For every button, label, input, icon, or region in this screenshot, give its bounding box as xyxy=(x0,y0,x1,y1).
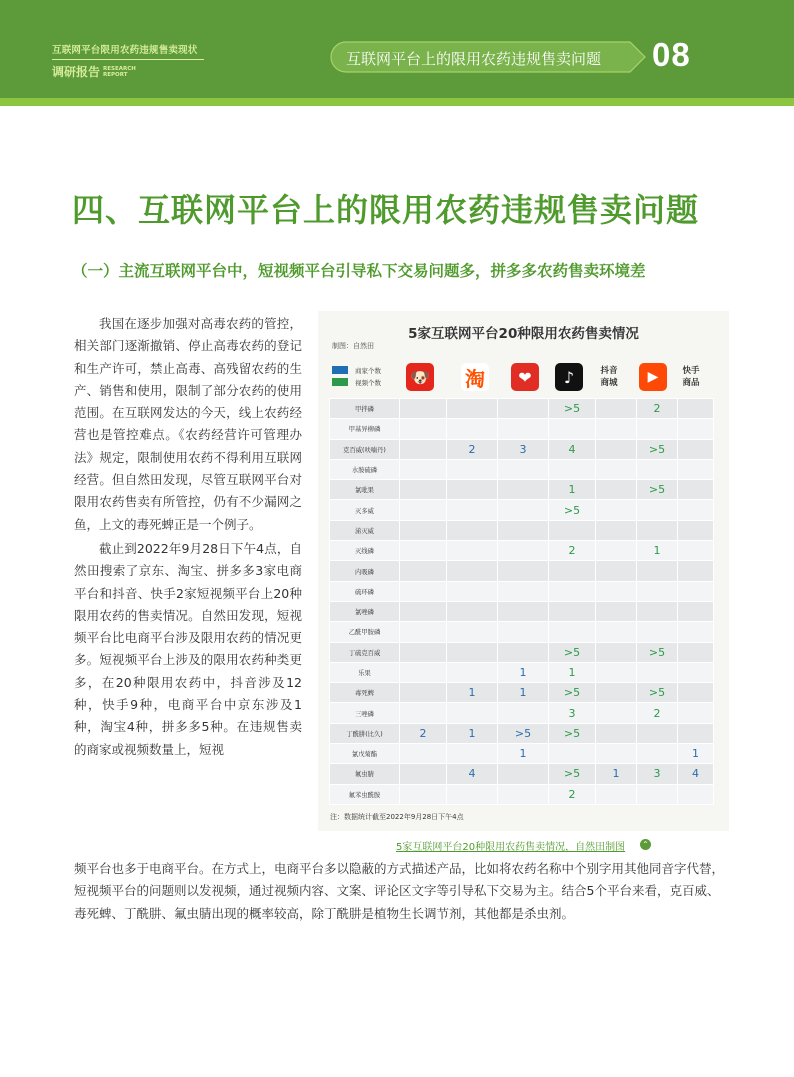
table-cell xyxy=(637,419,678,439)
table-cell xyxy=(678,642,714,662)
table-cell: 1 xyxy=(498,744,549,764)
table-cell xyxy=(637,459,678,479)
table-cell xyxy=(678,520,714,540)
table-cell xyxy=(400,399,447,419)
table-cell xyxy=(596,642,637,662)
table-cell xyxy=(678,541,714,561)
table-row xyxy=(330,419,714,439)
table-cell xyxy=(447,500,498,520)
table-cell xyxy=(400,581,447,601)
table-cell xyxy=(637,723,678,743)
platform-jd xyxy=(395,361,445,393)
table-cell xyxy=(400,764,447,784)
kuaishou-icon: ▶ xyxy=(639,363,667,391)
table-cell xyxy=(596,399,637,419)
table-cell xyxy=(678,784,714,804)
table-cell: 1 xyxy=(549,480,596,500)
merchant-swatch xyxy=(332,366,348,374)
table-cell xyxy=(637,662,678,682)
pinduoduo-icon: ❤ xyxy=(511,363,539,391)
figure-legend xyxy=(332,364,381,388)
table-row xyxy=(330,601,714,621)
table-cell xyxy=(637,520,678,540)
table-row xyxy=(330,480,714,500)
table-cell: >5 xyxy=(549,764,596,784)
table-cell xyxy=(637,561,678,581)
table-cell xyxy=(549,744,596,764)
table-cell xyxy=(498,480,549,500)
section-subtitle: （一）主流互联网平台中，短视频平台引导私下交易问题多，拼多多农药售卖环境差 xyxy=(72,262,646,280)
figure-note: 注：数据统计截至2022年9月28日下午4点 xyxy=(330,813,464,821)
table-cell xyxy=(678,601,714,621)
pesticide-name: 甲拌磷 xyxy=(330,399,400,419)
table-cell xyxy=(447,541,498,561)
table-cell xyxy=(498,419,549,439)
table-cell xyxy=(678,480,714,500)
table-cell xyxy=(447,561,498,581)
table-cell xyxy=(400,683,447,703)
table-cell xyxy=(596,601,637,621)
pesticide-name: 克百威(呋喃丹) xyxy=(330,439,400,459)
table-cell xyxy=(498,520,549,540)
table-cell: >5 xyxy=(549,642,596,662)
table-row xyxy=(330,500,714,520)
brand-divider xyxy=(52,59,204,60)
table-cell xyxy=(400,500,447,520)
table-cell xyxy=(447,642,498,662)
pesticide-name: 氯戊菊酯 xyxy=(330,744,400,764)
pesticide-name: 内吸磷 xyxy=(330,561,400,581)
table-cell xyxy=(498,642,549,662)
table-cell: 1 xyxy=(596,764,637,784)
douyin-icon: ♪ xyxy=(555,363,583,391)
table-cell xyxy=(596,480,637,500)
table-cell xyxy=(400,561,447,581)
table-cell xyxy=(596,439,637,459)
table-cell xyxy=(549,419,596,439)
table-row xyxy=(330,520,714,540)
table-cell xyxy=(498,500,549,520)
table-cell: 2 xyxy=(637,399,678,419)
video-swatch xyxy=(332,378,348,386)
table-cell xyxy=(447,399,498,419)
table-row xyxy=(330,459,714,479)
table-row xyxy=(330,561,714,581)
table-cell xyxy=(637,500,678,520)
platform-kuaishou-goods xyxy=(666,361,716,393)
table-cell xyxy=(447,622,498,642)
table-cell: 1 xyxy=(678,744,714,764)
section-title-pill xyxy=(330,41,646,73)
table-cell: 1 xyxy=(498,683,549,703)
table-cell xyxy=(447,520,498,540)
pesticide-name: 氯吡果 xyxy=(330,480,400,500)
table-cell xyxy=(596,541,637,561)
table-cell: 2 xyxy=(549,541,596,561)
body-left-column xyxy=(74,313,302,761)
table-cell xyxy=(400,703,447,723)
table-cell: >5 xyxy=(637,439,678,459)
table-cell xyxy=(549,561,596,581)
table-cell xyxy=(678,561,714,581)
table-cell: >5 xyxy=(549,500,596,520)
pesticide-name: 毒死蜱 xyxy=(330,683,400,703)
table-cell xyxy=(498,399,549,419)
table-cell: 2 xyxy=(549,784,596,804)
pesticide-name: 甲基异柳磷 xyxy=(330,419,400,439)
table-cell xyxy=(596,419,637,439)
table-cell: >5 xyxy=(637,642,678,662)
pesticide-name: 丁酰肼(比久) xyxy=(330,723,400,743)
table-cell xyxy=(678,622,714,642)
pesticide-name: 三唑磷 xyxy=(330,703,400,723)
table-row xyxy=(330,744,714,764)
table-cell: >5 xyxy=(549,723,596,743)
table-cell xyxy=(400,642,447,662)
table-cell xyxy=(400,601,447,621)
platform-pinduoduo xyxy=(500,361,550,393)
table-row xyxy=(330,723,714,743)
table-row xyxy=(330,703,714,723)
section-title: 互联网平台上的限用农药违规售卖问题 xyxy=(346,50,602,68)
table-cell: >5 xyxy=(637,683,678,703)
report-brand xyxy=(52,42,212,80)
table-cell: 2 xyxy=(400,723,447,743)
pesticide-name: 丁硫克百威 xyxy=(330,642,400,662)
douyin-mall-label: 抖音 商城 xyxy=(600,366,618,388)
paragraph-3: 频平台也多于电商平台。在方式上，电商平台多以隐蔽的方式描述产品，比如将农药名称中个别字用其他同音字代替，短视频平台的问题则以发视频，通过视频内容、文案、评论区文字等引导私下交易为主。结合5个平台来看，克百威、毒死蜱、丁酰肼、氟虫腈出现的概率较高，除丁酰肼是植物生长调节剂，其他都是杀虫剂。 xyxy=(74,861,725,921)
page-title: 四、互联网平台上的限用农药违规售卖问题 xyxy=(72,191,700,229)
table-cell xyxy=(447,419,498,439)
table-cell xyxy=(596,703,637,723)
table-cell xyxy=(447,784,498,804)
table-cell xyxy=(400,622,447,642)
legend-video: 视频个数 xyxy=(355,378,381,387)
paragraph-2: 截止到2022年9月28日下午4点，自然田搜索了京东、淘宝、拼多多3家电商平台和抖音、快手2家短视频平台上20种限用农药的售卖情况。自然田发现，短视频平台比电商平台涉及限用农药的情况更多。短视频平台上涉及的限用农药种类更多，在20种限用农药中，抖音涉及12种，快手9种，电商平台中京东涉及1种，淘宝4种，拼多多5种。在违规售卖的商家或视频数量上，短视 xyxy=(74,540,302,757)
paragraph-1: 我国在逐步加强对高毒农药的管控，相关部门逐渐撤销、停止高毒农药的登记和生产许可，禁止高毒、高残留农药的生产、销售和使用，限制了部分农药的使用范围。在互联网发达的今天，线上农药经营也是管控难点。《农药经营许可管理办法》规定，限制使用农药不得利用互联网经营。但自然田发现，尽管互联网平台对限用农药售卖有所管控，仍有不少漏网之鱼，上文的毒死蜱正是一个例子。 xyxy=(74,316,302,532)
table-row xyxy=(330,399,714,419)
pesticide-name: 乐果 xyxy=(330,662,400,682)
table-row xyxy=(330,662,714,682)
table-cell xyxy=(498,622,549,642)
table-cell xyxy=(400,784,447,804)
table-cell xyxy=(400,541,447,561)
table-cell xyxy=(447,459,498,479)
table-cell xyxy=(400,662,447,682)
table-cell xyxy=(596,459,637,479)
legend-merchant: 商家个数 xyxy=(355,366,381,375)
table-cell xyxy=(447,480,498,500)
table-cell xyxy=(637,581,678,601)
table-cell xyxy=(498,581,549,601)
table-cell xyxy=(678,419,714,439)
table-cell xyxy=(596,723,637,743)
platform-taobao xyxy=(450,361,500,393)
pesticide-figure xyxy=(318,311,729,831)
table-cell xyxy=(678,581,714,601)
table-cell: 4 xyxy=(447,764,498,784)
table-cell: 2 xyxy=(637,703,678,723)
figure-caption: 5家互联网平台20种限用农药售卖情况，自然田制图 xyxy=(396,842,626,853)
table-cell: 3 xyxy=(498,439,549,459)
table-cell xyxy=(596,784,637,804)
table-cell xyxy=(498,703,549,723)
table-row xyxy=(330,541,714,561)
table-cell: >5 xyxy=(549,399,596,419)
table-cell xyxy=(678,459,714,479)
table-cell xyxy=(400,744,447,764)
table-cell xyxy=(596,520,637,540)
platform-douyin-mall xyxy=(584,361,634,393)
table-cell xyxy=(498,601,549,621)
table-cell xyxy=(498,561,549,581)
pesticide-name: 氯唑磷 xyxy=(330,601,400,621)
table-cell xyxy=(549,622,596,642)
table-cell xyxy=(596,500,637,520)
table-cell xyxy=(637,744,678,764)
table-row xyxy=(330,683,714,703)
table-cell: 1 xyxy=(498,662,549,682)
header-stripe xyxy=(0,98,794,106)
table-cell xyxy=(447,703,498,723)
table-cell xyxy=(400,480,447,500)
table-cell: 1 xyxy=(549,662,596,682)
table-cell xyxy=(596,622,637,642)
table-cell xyxy=(447,744,498,764)
table-cell xyxy=(498,784,549,804)
table-row xyxy=(330,642,714,662)
table-cell: 3 xyxy=(637,764,678,784)
table-cell xyxy=(549,520,596,540)
kuaishou-goods-label: 快手 商品 xyxy=(682,366,700,388)
figure-title: 5家互联网平台20种限用农药售卖情况 xyxy=(408,326,639,342)
table-cell xyxy=(637,622,678,642)
table-cell xyxy=(400,459,447,479)
table-cell xyxy=(549,459,596,479)
taobao-icon: 淘 xyxy=(461,363,489,391)
table-cell xyxy=(678,683,714,703)
table-cell xyxy=(637,601,678,621)
table-row xyxy=(330,581,714,601)
table-cell xyxy=(498,541,549,561)
table-cell: >5 xyxy=(637,480,678,500)
table-cell xyxy=(596,662,637,682)
pesticide-name: 涕灭威 xyxy=(330,520,400,540)
table-cell xyxy=(678,723,714,743)
table-cell xyxy=(596,581,637,601)
pesticide-name: 氟苯虫酰胺 xyxy=(330,784,400,804)
table-cell xyxy=(447,662,498,682)
table-cell: >5 xyxy=(549,683,596,703)
chevron-up-icon: ⌃ xyxy=(640,839,651,850)
table-cell: 4 xyxy=(549,439,596,459)
table-row xyxy=(330,622,714,642)
table-cell xyxy=(549,601,596,621)
table-cell: 3 xyxy=(549,703,596,723)
table-cell xyxy=(678,439,714,459)
table-cell xyxy=(596,744,637,764)
table-cell: 1 xyxy=(447,683,498,703)
figure-credit: 制图：自然田 xyxy=(332,342,374,350)
table-cell xyxy=(678,500,714,520)
table-cell xyxy=(447,581,498,601)
pesticide-table xyxy=(329,398,714,805)
table-cell: 2 xyxy=(447,439,498,459)
table-cell: 1 xyxy=(637,541,678,561)
table-cell xyxy=(400,419,447,439)
table-cell xyxy=(637,784,678,804)
table-row xyxy=(330,764,714,784)
pesticide-name: 氟虫腈 xyxy=(330,764,400,784)
table-cell xyxy=(596,561,637,581)
table-row xyxy=(330,439,714,459)
table-cell xyxy=(678,662,714,682)
report-type-english: RESEARCH REPORT xyxy=(103,65,136,78)
jd-icon: 🐶 xyxy=(406,363,434,391)
pesticide-name: 灭线磷 xyxy=(330,541,400,561)
table-cell xyxy=(549,581,596,601)
report-series-title: 互联网平台限用农药违规售卖现状 xyxy=(52,45,198,56)
table-cell xyxy=(678,399,714,419)
table-cell xyxy=(678,703,714,723)
pesticide-name: 灭多威 xyxy=(330,500,400,520)
table-cell xyxy=(596,683,637,703)
pesticide-name: 乙酰甲胺磷 xyxy=(330,622,400,642)
pesticide-name: 硫环磷 xyxy=(330,581,400,601)
page-number: 08 xyxy=(652,36,691,73)
table-cell: 1 xyxy=(447,723,498,743)
report-type-label: 调研报告 xyxy=(52,65,101,79)
pesticide-name: 水胺硫磷 xyxy=(330,459,400,479)
table-cell: >5 xyxy=(498,723,549,743)
table-row xyxy=(330,784,714,804)
table-cell xyxy=(498,459,549,479)
table-cell xyxy=(400,439,447,459)
table-cell xyxy=(400,520,447,540)
table-cell xyxy=(447,601,498,621)
table-cell: 4 xyxy=(678,764,714,784)
table-cell xyxy=(498,764,549,784)
